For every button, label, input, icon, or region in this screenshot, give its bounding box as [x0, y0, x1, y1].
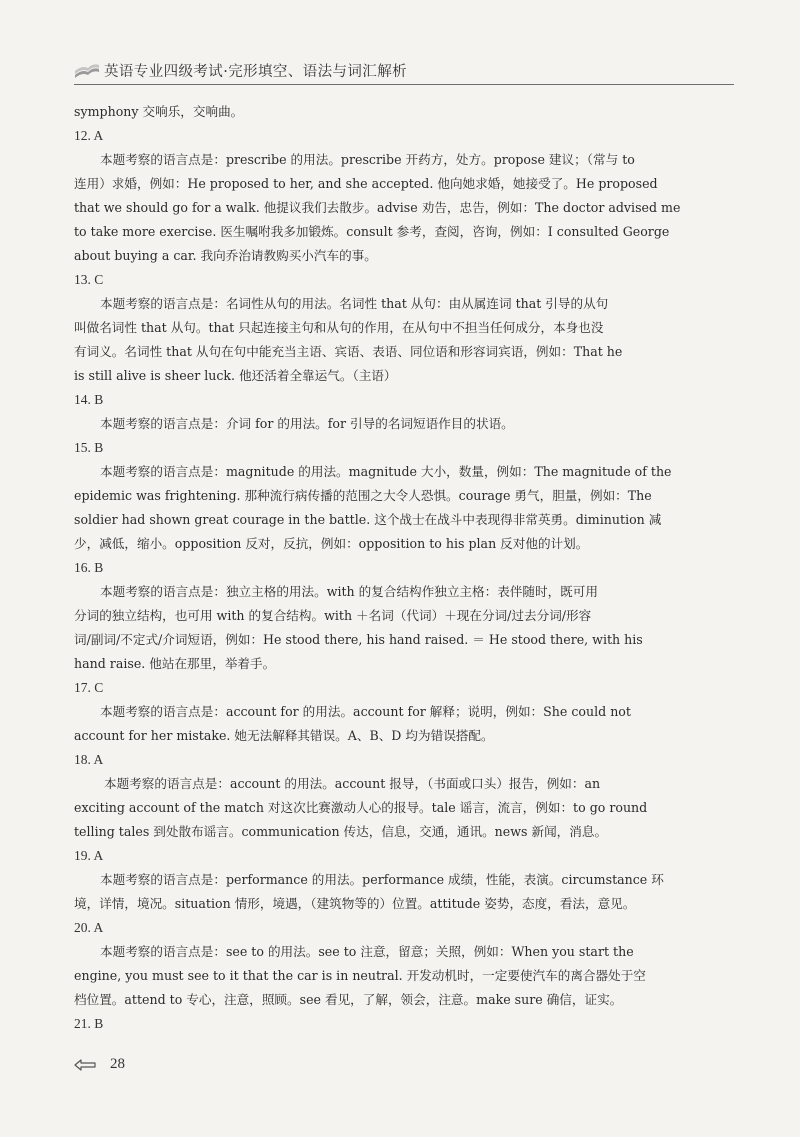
text-line-continuation: symphony 交响乐，交响曲。	[74, 104, 244, 119]
explanation-17-line-1: 本题考察的语言点是：account for 的用法。account for 解释；说明，例如：She could not	[100, 704, 631, 719]
explanation-12-line-2: 连用）求婚，例如：He proposed to her, and she accepted. 他向她求婚，她接受了。He proposed	[74, 176, 658, 191]
explanation-19-line-1: 本题考察的语言点是：performance 的用法。performance 成绩，性能，表演。circumstance 环	[100, 872, 664, 887]
header-title: 英语专业四级考试·完形填空、语法与词汇解析	[104, 64, 408, 80]
question-number-14: 14. B	[74, 392, 104, 407]
explanation-15-line-2: epidemic was frightening. 那种流行病传播的范围之大令人恐惧。courage 勇气，胆量，例如：The	[74, 488, 652, 503]
explanation-18-line-1: 本题考察的语言点是：account 的用法。account 报导，（书面或口头）报告，例如：an	[104, 776, 601, 791]
explanation-17-line-2: account for her mistake. 她无法解释其错误。A、B、D 均为错误搭配。	[74, 728, 494, 743]
page-number: 28	[110, 1056, 125, 1072]
explanation-12-line-3: that we should go for a walk. 他提议我们去散步。advise 劝告，忠告，例如：The doctor advised me	[74, 200, 681, 215]
question-number-12: 12. A	[74, 128, 104, 143]
explanation-13-line-2: 叫做名词性 that 从句。that 只起连接主句和从句的作用，在从句中不担当任何成分，本身也没	[74, 320, 604, 335]
explanation-15-line-1: 本题考察的语言点是：magnitude 的用法。magnitude 大小，数量，例如：The magnitude of the	[100, 464, 672, 479]
explanation-12-line-4: to take more exercise. 医生嘱咐我多加锻炼。consult 参考，查阅，咨询，例如：I consulted George	[74, 224, 670, 239]
question-number-18: 18. A	[74, 752, 104, 767]
explanation-13-line-1: 本题考察的语言点是：名词性从句的用法。名词性 that 从句：由从属连词 that 引导的从句	[100, 296, 609, 311]
explanation-18-line-3: telling tales 到处散布谣言。communication 传达，信息，交通，通讯。news 新闻，消息。	[74, 824, 608, 839]
page-footer	[74, 1056, 125, 1073]
explanation-16-line-2: 分词的独立结构，也可用 with 的复合结构。with ＋名词（代词）＋现在分词/过去分词/形容	[74, 608, 592, 623]
question-number-16: 16. B	[74, 560, 104, 575]
explanation-15-line-4: 少，减低，缩小。opposition 反对，反抗，例如：opposition to his plan 反对他的计划。	[74, 536, 589, 551]
explanation-12-line-5: about buying a car. 我向乔治请教购买小汽车的事。	[74, 248, 377, 263]
explanation-19-line-2: 境，详情，境况。situation 情形，境遇，（建筑物等的）位置。attitude 姿势，态度，看法，意见。	[74, 896, 636, 911]
question-number-15: 15. B	[74, 440, 104, 455]
explanation-13-line-4: is still alive is sheer luck. 他还活着全靠运气。（主语）	[74, 368, 397, 383]
question-number-17: 17. C	[74, 680, 104, 695]
explanation-15-line-3: soldier had shown great courage in the battle. 这个战士在战斗中表现得非常英勇。diminution 减	[74, 512, 662, 527]
stacked-books-icon	[74, 63, 100, 81]
back-arrow-icon	[74, 1059, 96, 1071]
explanation-12-line-1: 本题考察的语言点是：prescribe 的用法。prescribe 开药方，处方。propose 建议；（常与 to	[100, 152, 635, 167]
explanation-20-line-3: 档位置。attend to 专心，注意，照顾。see 看见，了解，领会，注意。make sure 确信，证实。	[74, 992, 623, 1007]
question-number-21: 21. B	[74, 1016, 104, 1031]
question-number-13: 13. C	[74, 272, 104, 287]
question-number-19: 19. A	[74, 848, 104, 863]
explanation-16-line-1: 本题考察的语言点是：独立主格的用法。with 的复合结构作独立主格：表伴随时，既可用	[100, 584, 598, 599]
explanation-18-line-2: exciting account of the match 对这次比赛激动人心的报导。tale 谣言，流言，例如：to go round	[74, 800, 648, 815]
explanation-14-line-1: 本题考察的语言点是：介词 for 的用法。for 引导的名词短语作目的状语。	[100, 416, 514, 431]
answer-explanations	[74, 100, 740, 1036]
explanation-16-line-4: hand raise. 他站在那里，举着手。	[74, 656, 276, 671]
question-number-20: 20. A	[74, 920, 104, 935]
running-header	[74, 58, 734, 85]
explanation-13-line-3: 有词义。名词性 that 从句在句中能充当主语、宾语、表语、同位语和形容词宾语，例如：That he	[74, 344, 623, 359]
explanation-20-line-1: 本题考察的语言点是：see to 的用法。see to 注意，留意；关照，例如：When you start the	[100, 944, 634, 959]
explanation-16-line-3: 词/副词/不定式/介词短语，例如：He stood there, his hand raised. ＝ He stood there, with his	[74, 632, 643, 647]
explanation-20-line-2: engine, you must see to it that the car is in neutral. 开发动机时，一定要使汽车的离合器处于空	[74, 968, 646, 983]
